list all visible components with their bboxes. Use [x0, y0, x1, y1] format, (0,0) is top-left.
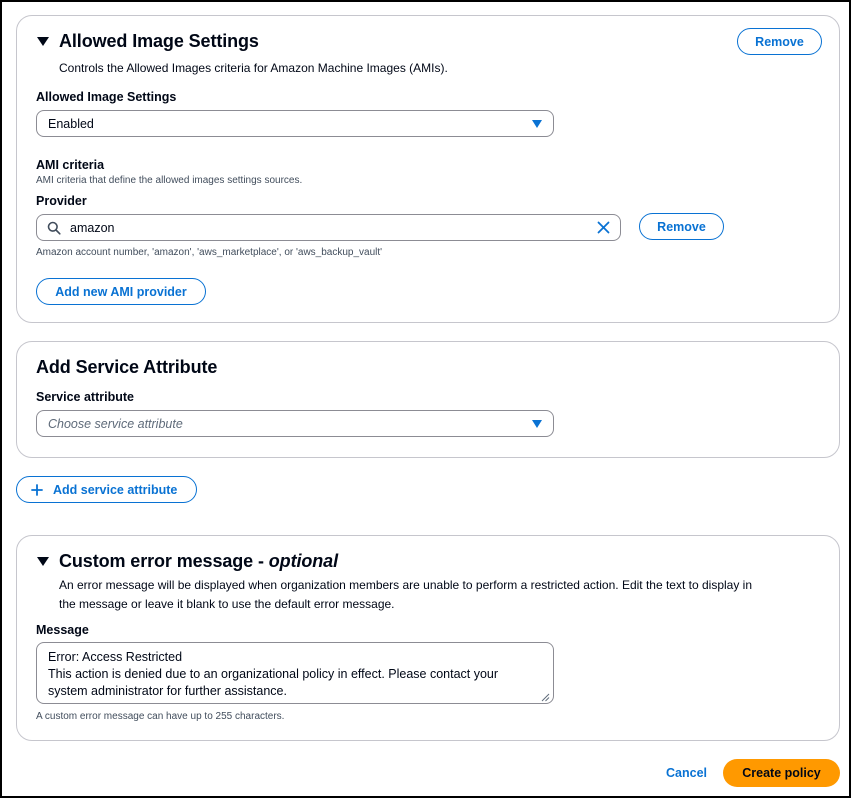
ami-criteria-description: AMI criteria that define the allowed images settings sources.	[36, 175, 303, 186]
section-title: Allowed Image Settings	[59, 31, 259, 51]
section-description: Controls the Allowed Images criteria for Amazon Machine Images (AMIs).	[59, 61, 448, 75]
cancel-button[interactable]: Cancel	[666, 766, 707, 780]
add-service-attribute-label: Add service attribute	[53, 482, 178, 497]
search-icon	[47, 221, 61, 235]
message-hint: A custom error message can have up to 255 characters.	[36, 711, 285, 722]
provider-search-input[interactable]	[36, 214, 621, 241]
service-attribute-panel	[16, 341, 840, 458]
setting-label: Allowed Image Settings	[36, 90, 177, 104]
service-section-title: Add Service Attribute	[36, 357, 218, 377]
custom-error-message-panel	[16, 535, 840, 741]
provider-label: Provider	[36, 194, 87, 208]
allowed-image-settings-panel	[16, 15, 840, 323]
allowed-image-settings-select[interactable]	[36, 110, 554, 137]
create-policy-button[interactable]: Create policy	[723, 759, 840, 787]
error-section-title	[59, 551, 338, 572]
message-label: Message	[36, 623, 89, 637]
provider-value: amazon	[70, 220, 115, 235]
description-line: An error message will be displayed when organization members are unable to perform a restricted action. Edit the text to display in	[59, 578, 753, 592]
error-section-description	[59, 576, 829, 614]
add-service-attribute-button[interactable]	[16, 476, 197, 503]
triangle-down-icon	[532, 420, 542, 428]
remove-provider-button[interactable]: Remove	[639, 213, 724, 240]
collapse-caret-icon[interactable]	[37, 37, 49, 46]
plus-icon	[31, 484, 43, 496]
select-placeholder: Choose service attribute	[48, 416, 183, 431]
service-attribute-select[interactable]	[36, 410, 554, 437]
ami-criteria-title: AMI criteria	[36, 158, 105, 172]
resize-handle-icon[interactable]	[540, 690, 550, 700]
message-line: This action is denied due to an organizational policy in effect. Please contact your	[48, 667, 499, 681]
description-line: the message or leave it blank to use the default error message.	[59, 597, 395, 611]
remove-settings-button[interactable]: Remove	[737, 28, 822, 55]
add-ami-provider-button[interactable]: Add new AMI provider	[36, 278, 206, 305]
message-line: Error: Access Restricted	[48, 650, 183, 664]
error-title-optional: optional	[268, 551, 338, 571]
service-attribute-label: Service attribute	[36, 390, 134, 404]
triangle-down-icon	[532, 120, 542, 128]
message-textarea[interactable]	[36, 642, 554, 704]
select-value: Enabled	[48, 116, 94, 131]
message-line: system administrator for further assistance.	[48, 684, 287, 698]
provider-hint: Amazon account number, 'amazon', 'aws_marketplace', or 'aws_backup_vault'	[36, 247, 383, 258]
collapse-caret-icon[interactable]	[37, 557, 49, 566]
close-icon[interactable]	[597, 221, 610, 234]
error-title-main: Custom error message -	[59, 551, 269, 571]
